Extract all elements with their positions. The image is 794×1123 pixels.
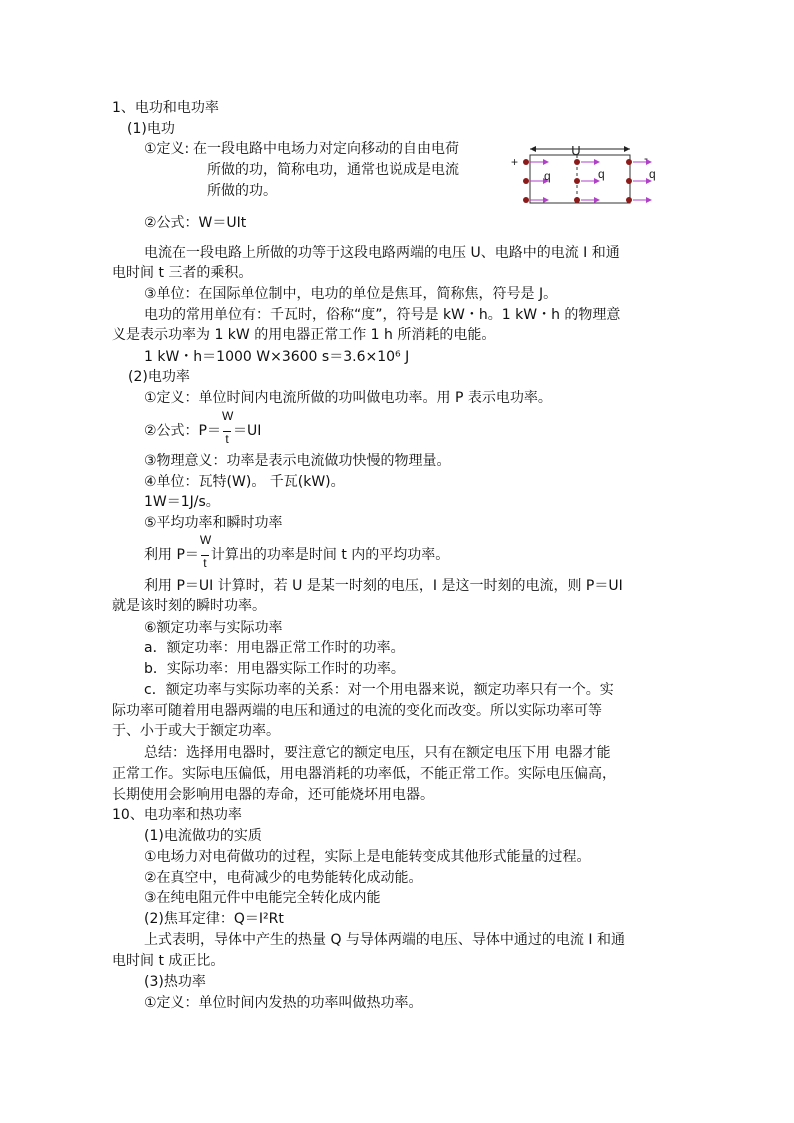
power-unit: ④单位：瓦特(W)。 千瓦(kW)。 [144,474,345,490]
physics-meaning: ③物理意义：功率是表示电流做功快慢的物理量。 [144,453,451,469]
charge-dot [574,197,580,203]
charge-dot [574,159,580,165]
summary-line-3: 长期使用会影响用电器的寿命，还可能烧坏用电器。 [112,787,434,803]
charge-dot [626,159,632,165]
definition-line-1: 在一段电路中电场力对定向移动的自由电荷 [193,141,459,157]
charge-dot [523,197,529,203]
instant-power-line-2: 就是该时刻的瞬时功率。 [112,598,266,614]
subheading-electric-power: (2)电功率 [128,369,190,385]
average-instant-power-title: ⑤平均功率和瞬时功率 [144,515,283,531]
work-unit: ③单位：在国际单位制中，电功的单位是焦耳，简称焦，符号是 J。 [144,286,558,302]
heat-power-definition: ①定义：单位时间内发热的功率叫做热功率。 [144,995,423,1011]
subheading-work-essence: (1)电流做功的实质 [144,828,262,844]
average-power-suffix: 计算出的功率是时间 t 内的平均功率。 [210,547,450,563]
rated-power-b: b．实际功率：用电器实际工作时的功率。 [144,661,405,677]
fraction-numerator: W [199,533,212,547]
fraction-denominator: t [203,556,207,570]
common-unit-line-2: 义是表示功率为 1 kW 的用电器正常工作 1 h 所消耗的电能。 [112,327,496,343]
fraction-numerator: W [222,409,234,423]
power-definition: ①定义：单位时间内电流所做的功叫做电功率。用 P 表示电功率。 [144,390,552,406]
charge-label-left: q [544,169,551,183]
plus-sign: + [511,155,519,169]
instant-power-line-1: 利用 P＝UI 计算时，若 U 是某一时刻的电压，I 是这一时刻的电流，则 P＝UI [144,578,623,594]
essence-item-3: ③在纯电阻元件中电能完全转化成内能 [144,890,381,906]
subheading-heat-power: (3)热功率 [144,974,206,990]
rated-power-c-line-1: c．额定功率与实际功率的关系：对一个用电器来说，额定功率只有一个。实 [144,682,614,698]
work-explanation-line-2: 电时间 t 三者的乘积。 [112,265,253,281]
watt-definition: 1W＝1J/s。 [144,494,220,510]
definition-line-2: 所做的功，简称电功，通常也说成是电流 [207,162,459,178]
summary-line-2: 正常工作。实际电压偏低，用电器消耗的功率低，不能正常工作。实际电压偏高， [112,766,616,782]
section2-heading: 10、电功率和热功率 [112,807,242,823]
power-formula-suffix: ＝UI [233,423,262,439]
power-formula-prefix: ②公式：P＝ [144,423,221,439]
essence-item-2: ②在真空中，电荷减少的电势能转化成动能。 [144,870,423,886]
unit-conversion: 1 kW・h＝1000 W×3600 s＝3.6×10⁶ J [144,349,410,365]
rated-power-c-line-3: 于、小于或大于额定功率。 [112,723,280,739]
charge-label-right: q [649,167,656,181]
rated-power-c-line-2: 际功率可随着用电器两端的电压和通过的电流的变化而改变。所以实际功率可等 [112,703,602,719]
charge-dot [574,178,580,184]
rated-power-title: ⑥额定功率与实际功率 [144,620,283,636]
voltage-label: U [571,143,581,158]
work-explanation-line-1: 电流在一段电路上所做的功等于这段电路两端的电压 U、电路中的电流 I 和通 [144,245,620,261]
charge-flow-diagram [508,138,668,212]
rated-power-a: a．额定功率：用电器正常工作时的功率。 [144,640,405,656]
subheading-electric-work: (1)电功 [127,121,175,137]
charge-dot [626,197,632,203]
section1-heading: 1、电功和电功率 [112,100,219,116]
charge-dot [626,178,632,184]
average-power-fraction [199,533,212,570]
work-formula: ②公式：W＝UIt [144,215,247,231]
charge-label-middle: q [598,167,605,181]
u-left-arrowhead [530,146,536,152]
common-unit-line-1: 电功的常用单位有：千瓦时，俗称“度”，符号是 kW・h。1 kW・h 的物理意 [144,307,621,323]
fraction-denominator: t [225,432,229,446]
minus-sign: - [644,151,648,165]
joule-explanation-line-1: 上式表明，导体中产生的热量 Q 与导体两端的电压、导体中通过的电流 I 和通 [144,932,625,948]
summary-line-1: 总结：选择用电器时，要注意它的额定电压，只有在额定电压下用 电器才能 [144,745,611,761]
joule-law: (2)焦耳定律：Q＝I²Rt [144,911,284,927]
joule-explanation-line-2: 电时间 t 成正比。 [112,953,225,969]
charge-dot [523,178,529,184]
u-right-arrowhead [624,146,630,152]
essence-item-1: ①电场力对电荷做功的过程，实际上是电能转变成其他形式能量的过程。 [144,849,591,865]
power-fraction [222,409,234,446]
definition-label: ①定义: [144,141,190,157]
power-formula [144,409,262,446]
average-power-line [144,533,450,570]
definition-line-3: 所做的功。 [207,183,277,199]
charge-dot [523,159,529,165]
average-power-prefix: 利用 P＝ [144,547,199,563]
